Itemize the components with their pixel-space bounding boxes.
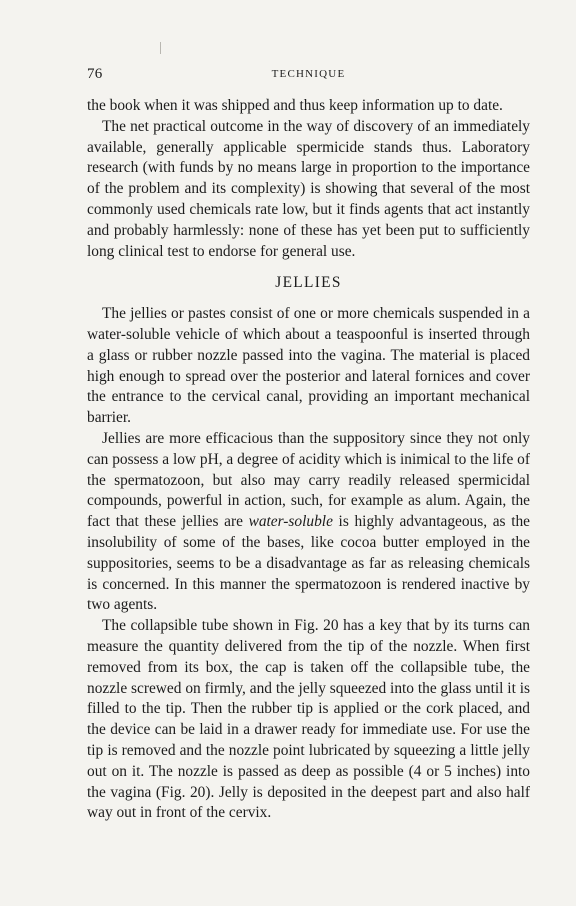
- emphasis-water-soluble: water-soluble: [248, 513, 333, 531]
- paragraph-text-part: is highly advantageous, as the insolubility of some of the bases, like cocoa butter employed in the suppositories, seems to be a disadvantage as far as releasing chemicals is concerned. In this manner the spermatozoon is rendered inactive by two agents.: [87, 513, 530, 614]
- paragraph-continuation: the book when it was shipped and thus keep information up to date.: [87, 97, 503, 114]
- paragraph-collapsible-tube: The collapsible tube shown in Fig. 20 has a key that by its turns can measure the quantity delivered from the tip of the nozzle. When first removed from its box, the cap is taken off the collapsible tube, the nozzle screwed on firmly, and the jelly squeezed into the glass until it is filled to the tip. Then the rubber tip is applied or the cork placed, and the device can be laid in a drawer ready for immediate use. For use the tip is removed and the nozzle point lubricated by squeezing a little jelly out on it. The nozzle is passed as deep as possible (4 or 5 inches) into the vagina (Fig. 20). Jelly is deposited in the deepest part and also half way out in front of the cervix.: [87, 617, 530, 822]
- scan-mark: [160, 42, 161, 54]
- page-header: [87, 66, 530, 86]
- paragraph-jellies-composition: The jellies or pastes consist of one or more chemicals suspended in a water-soluble vehicle of which about a teaspoonful is inserted through a glass or rubber nozzle passed into the vagina. The material is placed high enough to spread over the posterior and lateral fornices and cover the entrance to the cervical canal, providing an important mechanical barrier.: [87, 305, 530, 427]
- paragraph-jellies-efficacy: [87, 429, 530, 616]
- section-heading-jellies: JELLIES: [275, 274, 342, 292]
- running-head: TECHNIQUE: [271, 68, 346, 80]
- page-number: 76: [87, 66, 103, 82]
- paragraph-spermicide-outcome: The net practical outcome in the way of discovery of an immediately available, generally applicable spermicide stands thus. Laboratory research (with funds by no means large in proportion to the importance of the problem and its complexity) is showing that several of the most commonly used chemicals rate low, but it finds agents that act instantly and probably harmlessly: none of these has yet been put to sufficiently long clinical test to endorse for general use.: [87, 117, 530, 260]
- paragraph-text-part: Jellies are more efficacious than the suppository since they not only can possess a low pH, a degree of acidity which is inimical to the life of the spermatozoon, but also may carry readily released spermicidal compounds, powerful in action, such, for example as alum. Again, the fact that these jellies are: [87, 429, 530, 531]
- body-text: [87, 96, 530, 824]
